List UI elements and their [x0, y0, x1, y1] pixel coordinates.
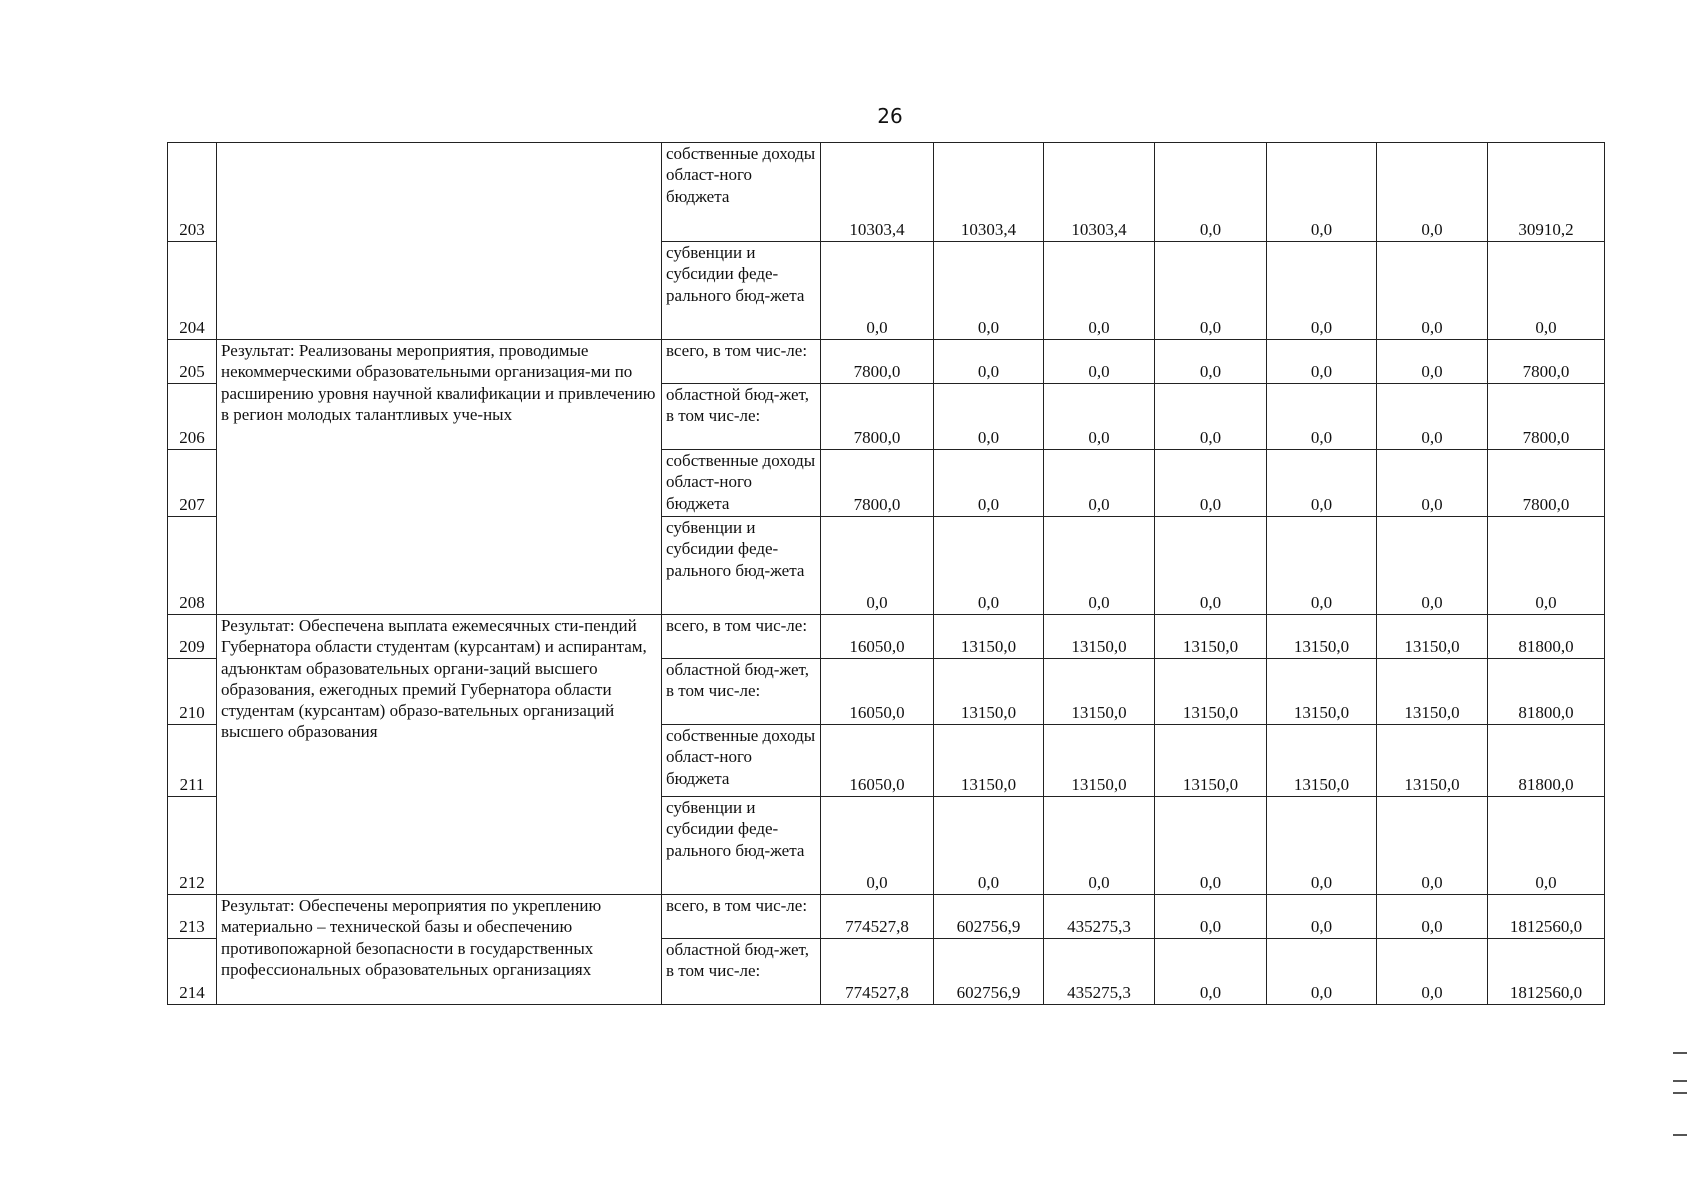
total-value: 81800,0 [1488, 725, 1605, 797]
year-value: 0,0 [1267, 143, 1377, 242]
year-value: 0,0 [1377, 939, 1488, 1005]
year-value: 0,0 [1155, 895, 1267, 939]
year-value: 10303,4 [1044, 143, 1155, 242]
year-value: 0,0 [821, 517, 934, 615]
funding-source: субвенции и субсидии феде-рального бюд-жета [662, 797, 821, 895]
year-value: 0,0 [1377, 797, 1488, 895]
year-value: 0,0 [1267, 384, 1377, 450]
year-value: 13150,0 [1377, 725, 1488, 797]
year-value: 602756,9 [934, 895, 1044, 939]
year-value: 0,0 [1044, 384, 1155, 450]
year-value: 7800,0 [821, 450, 934, 517]
scan-mark [1673, 1052, 1687, 1054]
year-value: 13150,0 [1044, 615, 1155, 659]
total-value: 1812560,0 [1488, 895, 1605, 939]
row-number: 212 [168, 797, 217, 895]
year-value: 0,0 [1155, 450, 1267, 517]
result-description [217, 143, 662, 340]
row-number: 207 [168, 450, 217, 517]
year-value: 13150,0 [1155, 725, 1267, 797]
year-value: 0,0 [1155, 517, 1267, 615]
year-value: 435275,3 [1044, 895, 1155, 939]
year-value: 13150,0 [1377, 615, 1488, 659]
total-value: 30910,2 [1488, 143, 1605, 242]
year-value: 0,0 [1044, 340, 1155, 384]
funding-source: всего, в том чис-ле: [662, 340, 821, 384]
funding-source: собственные доходы област-ного бюджета [662, 450, 821, 517]
year-value: 0,0 [1377, 242, 1488, 340]
result-description: Результат: Реализованы мероприятия, проводимые некоммерческими образовательными организация-ми по расширению уровня научной квалификации и привлечению в регион молодых талантливых уче-ных [217, 340, 662, 615]
row-number: 209 [168, 615, 217, 659]
row-number: 204 [168, 242, 217, 340]
scan-mark [1673, 1092, 1687, 1094]
year-value: 0,0 [1155, 340, 1267, 384]
year-value: 16050,0 [821, 659, 934, 725]
funding-source: всего, в том чис-ле: [662, 895, 821, 939]
year-value: 435275,3 [1044, 939, 1155, 1005]
year-value: 13150,0 [1267, 725, 1377, 797]
total-value: 7800,0 [1488, 340, 1605, 384]
year-value: 0,0 [1267, 895, 1377, 939]
year-value: 0,0 [1377, 450, 1488, 517]
total-value: 1812560,0 [1488, 939, 1605, 1005]
year-value: 16050,0 [821, 725, 934, 797]
total-value: 81800,0 [1488, 659, 1605, 725]
year-value: 13150,0 [1267, 615, 1377, 659]
year-value: 0,0 [934, 384, 1044, 450]
year-value: 0,0 [1377, 895, 1488, 939]
year-value: 602756,9 [934, 939, 1044, 1005]
total-value: 0,0 [1488, 242, 1605, 340]
scan-mark [1673, 1134, 1687, 1136]
year-value: 774527,8 [821, 895, 934, 939]
year-value: 0,0 [1377, 517, 1488, 615]
year-value: 0,0 [934, 242, 1044, 340]
year-value: 10303,4 [821, 143, 934, 242]
total-value: 7800,0 [1488, 450, 1605, 517]
row-number: 213 [168, 895, 217, 939]
result-description: Результат: Обеспечены мероприятия по укреплению материально – технической базы и обеспечению противопожарной безопасности в государственных профессиональных образовательных организациях [217, 895, 662, 1005]
year-value: 0,0 [1267, 450, 1377, 517]
table-row [168, 615, 1605, 659]
year-value: 13150,0 [1044, 725, 1155, 797]
funding-source: собственные доходы област-ного бюджета [662, 725, 821, 797]
row-number: 205 [168, 340, 217, 384]
year-value: 0,0 [934, 450, 1044, 517]
year-value: 7800,0 [821, 340, 934, 384]
funding-source: субвенции и субсидии феде-рального бюд-жета [662, 517, 821, 615]
year-value: 0,0 [1377, 384, 1488, 450]
year-value: 0,0 [821, 797, 934, 895]
funding-source: всего, в том чис-ле: [662, 615, 821, 659]
year-value: 7800,0 [821, 384, 934, 450]
year-value: 13150,0 [1155, 615, 1267, 659]
year-value: 0,0 [1044, 517, 1155, 615]
row-number: 208 [168, 517, 217, 615]
table-row [168, 340, 1605, 384]
year-value: 0,0 [1044, 797, 1155, 895]
year-value: 0,0 [934, 797, 1044, 895]
year-value: 0,0 [1267, 517, 1377, 615]
year-value: 0,0 [1044, 450, 1155, 517]
year-value: 774527,8 [821, 939, 934, 1005]
total-value: 81800,0 [1488, 615, 1605, 659]
year-value: 0,0 [1155, 384, 1267, 450]
row-number: 206 [168, 384, 217, 450]
year-value: 0,0 [1267, 242, 1377, 340]
year-value: 0,0 [1377, 340, 1488, 384]
funding-source: областной бюд-жет, в том чис-ле: [662, 939, 821, 1005]
year-value: 16050,0 [821, 615, 934, 659]
year-value: 10303,4 [934, 143, 1044, 242]
year-value: 0,0 [934, 517, 1044, 615]
year-value: 0,0 [1377, 143, 1488, 242]
table-row [168, 143, 1605, 242]
funding-source: собственные доходы област-ного бюджета [662, 143, 821, 242]
funding-source: областной бюд-жет, в том чис-ле: [662, 384, 821, 450]
scan-mark [1673, 1080, 1687, 1082]
year-value: 13150,0 [934, 725, 1044, 797]
year-value: 0,0 [1044, 242, 1155, 340]
row-number: 211 [168, 725, 217, 797]
total-value: 0,0 [1488, 517, 1605, 615]
row-number: 203 [168, 143, 217, 242]
row-number: 214 [168, 939, 217, 1005]
year-value: 13150,0 [1155, 659, 1267, 725]
year-value: 0,0 [1155, 143, 1267, 242]
year-value: 0,0 [1267, 797, 1377, 895]
year-value: 0,0 [1267, 340, 1377, 384]
funding-source: областной бюд-жет, в том чис-ле: [662, 659, 821, 725]
year-value: 0,0 [1155, 939, 1267, 1005]
year-value: 0,0 [1155, 797, 1267, 895]
result-description: Результат: Обеспечена выплата ежемесячных сти-пендий Губернатора области студентам (курсантам) и аспирантам, адъюнктам образовательных органи-заций высшего образования, ежегодных премий Губернатора области студентам (курсантам) образо-вательных организаций высшего образования [217, 615, 662, 895]
year-value: 0,0 [934, 340, 1044, 384]
year-value: 13150,0 [934, 615, 1044, 659]
year-value: 13150,0 [1044, 659, 1155, 725]
row-number: 210 [168, 659, 217, 725]
year-value: 13150,0 [1267, 659, 1377, 725]
total-value: 0,0 [1488, 797, 1605, 895]
year-value: 0,0 [1267, 939, 1377, 1005]
year-value: 13150,0 [1377, 659, 1488, 725]
budget-table [167, 142, 1605, 1005]
year-value: 13150,0 [934, 659, 1044, 725]
funding-source: субвенции и субсидии феде-рального бюд-жета [662, 242, 821, 340]
year-value: 0,0 [821, 242, 934, 340]
page-number: 26 [877, 104, 903, 128]
year-value: 0,0 [1155, 242, 1267, 340]
total-value: 7800,0 [1488, 384, 1605, 450]
table-row [168, 895, 1605, 939]
